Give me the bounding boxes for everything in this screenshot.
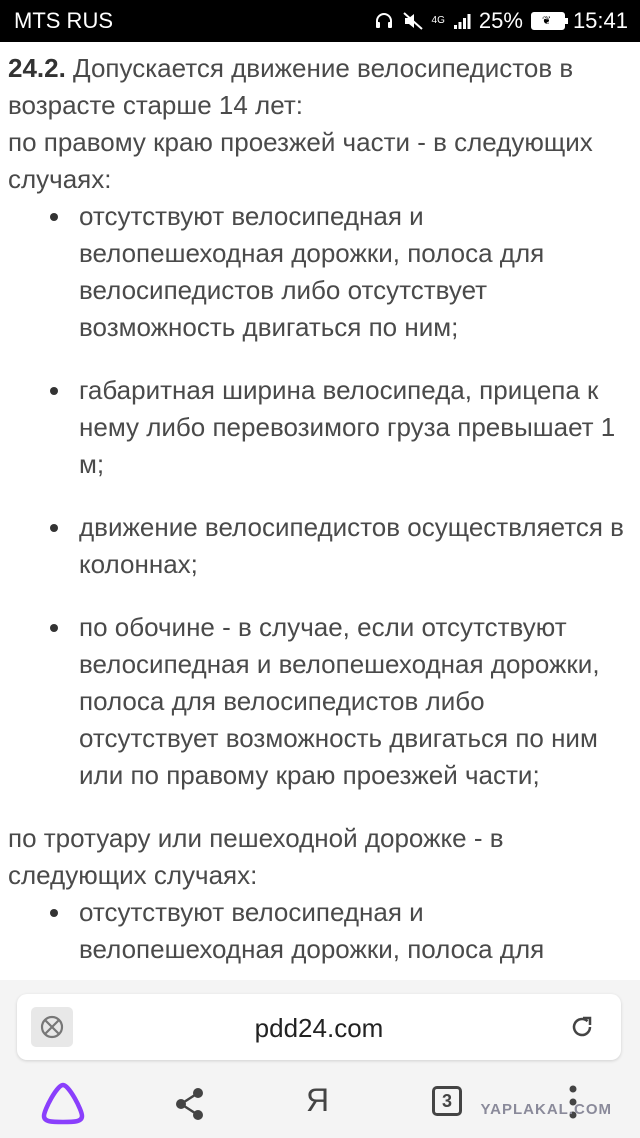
headphones-icon — [374, 11, 394, 31]
alice-icon[interactable] — [38, 1080, 88, 1126]
watermark: YAPLAKAL.COM — [480, 1101, 612, 1118]
network-type: 4G — [431, 15, 445, 26]
list-item-text: отсутствуют велосипедная и велопешеходная дорожки, полоса для велосипедистов либо отсутствует возможность двигаться по ним; — [79, 201, 545, 342]
reload-icon[interactable] — [569, 1014, 595, 1045]
mute-icon — [402, 11, 424, 31]
sidewalk-list — [0, 894, 640, 968]
article-intro — [0, 42, 640, 124]
list-item-text: габаритная ширина велосипеда, прицепа к нему либо перевозимого груза превышает 1 м; — [79, 375, 616, 479]
list-item — [0, 198, 640, 346]
list-item-text: отсутствуют велосипедная и велопешеходная дорожки, полоса для — [79, 897, 545, 964]
carrier-label: MTS RUS — [14, 8, 113, 33]
yandex-icon[interactable]: Я — [306, 1082, 330, 1118]
article-number: 24.2. — [8, 53, 66, 83]
list-item — [0, 894, 640, 968]
list-item-text: движение велосипедистов осуществляется в колоннах; — [79, 512, 624, 579]
list-item-text: по обочине - в случае, если отсутствуют велосипедная и велопешеходная дорожки, полоса для велосипедистов либо отсутствует возможность двигаться по ним или по правому краю проезжей части; — [79, 612, 600, 790]
share-icon[interactable] — [172, 1086, 208, 1122]
bullet-icon — [50, 909, 58, 917]
tabs-button[interactable] — [432, 1086, 462, 1116]
signal-icon — [453, 12, 471, 30]
list-item — [0, 372, 640, 483]
intro-text: Допускается движение велосипедистов в возрасте старше 14 лет: — [8, 53, 574, 120]
bullet-icon — [50, 387, 58, 395]
bullet-icon — [50, 213, 58, 221]
battery-percent: 25% — [478, 8, 523, 33]
battery-icon: ❦ — [531, 12, 565, 30]
list-item — [0, 509, 640, 583]
clock: 15:41 — [572, 8, 628, 33]
status-bar — [0, 0, 640, 42]
tab-count: 3 — [432, 1086, 462, 1116]
status-icons — [374, 8, 628, 34]
road-edge-heading: по правому краю проезжей части - в следующих случаях: — [8, 127, 593, 194]
list-item — [0, 609, 640, 794]
url-text[interactable]: pdd24.com — [254, 1013, 384, 1043]
address-bar[interactable] — [17, 994, 621, 1060]
bullet-icon — [50, 624, 58, 632]
article-content — [0, 42, 640, 980]
sidewalk-heading: по тротуару или пешеходной дорожке - в следующих случаях: — [8, 823, 504, 890]
bullet-icon — [50, 524, 58, 532]
road-edge-list — [0, 198, 640, 794]
